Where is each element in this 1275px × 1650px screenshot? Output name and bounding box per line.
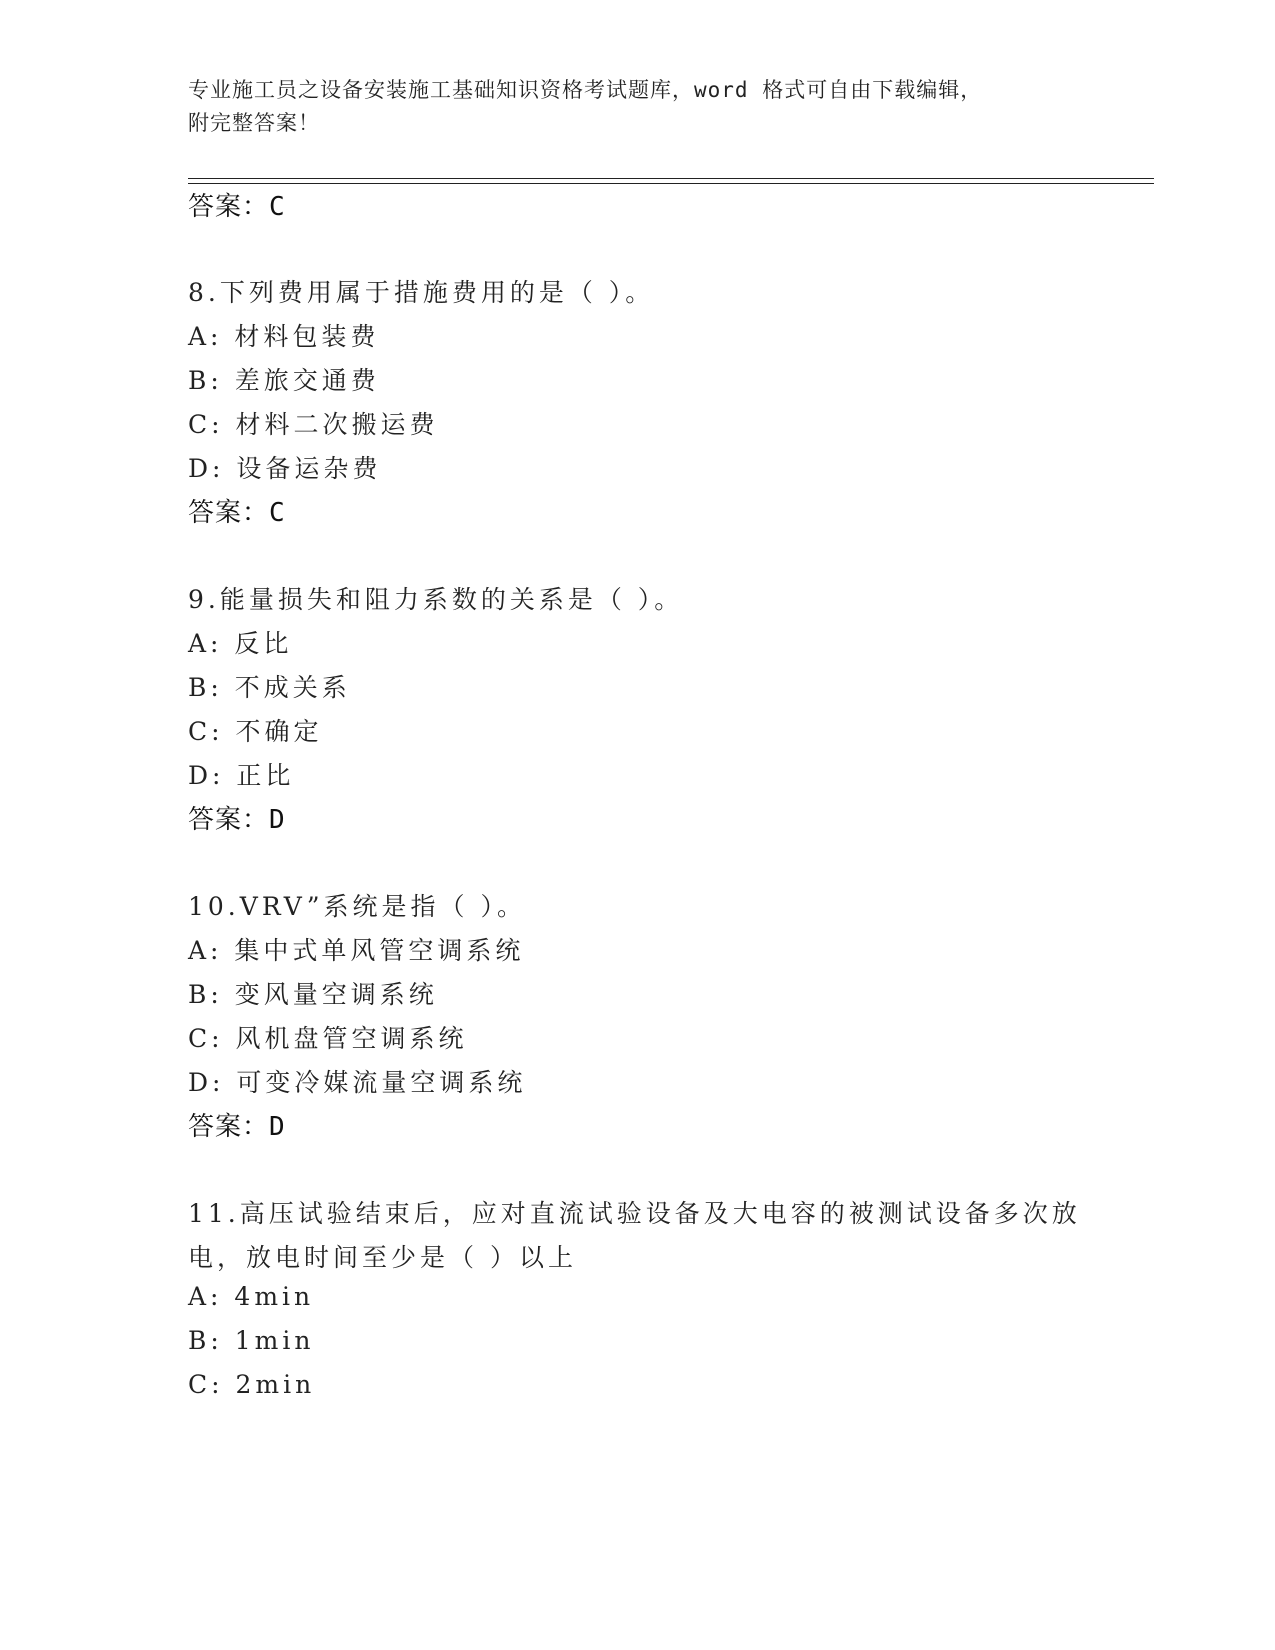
question-9-stem: 9.能量损失和阻力系数的关系是（ ）。 xyxy=(188,585,684,614)
question-9-answer xyxy=(188,799,286,836)
answer-value: C xyxy=(269,192,286,222)
question-8-option-b: B: 差旅交通费 xyxy=(188,366,380,395)
answer-value: D xyxy=(269,1112,286,1142)
question-8-option-d: D: 设备运杂费 xyxy=(188,454,382,483)
question-9-option-b: B: 不成关系 xyxy=(188,673,351,702)
question-8-option-a: A: 材料包装费 xyxy=(188,322,380,351)
answer-label: 答案： xyxy=(188,1112,270,1142)
question-9-option-a: A: 反比 xyxy=(188,629,293,658)
answer-label: 答案： xyxy=(188,498,270,528)
question-10-stem: 10.VRV”系统是指（ ）。 xyxy=(188,892,526,921)
answer-value: C xyxy=(269,498,286,528)
answer-value: D xyxy=(269,805,286,835)
header-line-2: 附完整答案！ xyxy=(188,111,320,135)
question-10-option-d: D: 可变冷媒流量空调系统 xyxy=(188,1068,527,1097)
question-10-option-c: C: 风机盘管空调系统 xyxy=(188,1024,468,1053)
question-11-stem-line-1: 11.高压试验结束后，应对直流试验设备及大电容的被测试设备多次放 xyxy=(188,1199,1081,1228)
answer-label: 答案： xyxy=(188,805,270,835)
question-9-option-d: D: 正比 xyxy=(188,761,295,790)
question-11-option-a: A: 4min xyxy=(188,1282,315,1311)
header-line-1: 专业施工员之设备安装施工基础知识资格考试题库，word 格式可自由下载编辑， xyxy=(188,78,983,102)
question-11-stem-line-2: 电，放电时间至少是（ ）以上 xyxy=(188,1243,577,1272)
answer-prev xyxy=(188,186,286,223)
header-divider-bottom xyxy=(188,183,1154,184)
question-11-option-c: C: 2min xyxy=(188,1370,316,1399)
question-8-answer xyxy=(188,492,286,529)
question-8-stem: 8.下列费用属于措施费用的是（ ）。 xyxy=(188,278,655,307)
answer-label: 答案： xyxy=(188,192,270,222)
question-10-option-b: B: 变风量空调系统 xyxy=(188,980,438,1009)
question-11-option-b: B: 1min xyxy=(188,1326,315,1355)
document-header xyxy=(188,74,1088,140)
question-10-answer xyxy=(188,1106,286,1143)
question-9-option-c: C: 不确定 xyxy=(188,717,323,746)
question-10-option-a: A: 集中式单风管空调系统 xyxy=(188,936,525,965)
question-8-option-c: C: 材料二次搬运费 xyxy=(188,410,439,439)
header-divider-top xyxy=(188,178,1154,179)
